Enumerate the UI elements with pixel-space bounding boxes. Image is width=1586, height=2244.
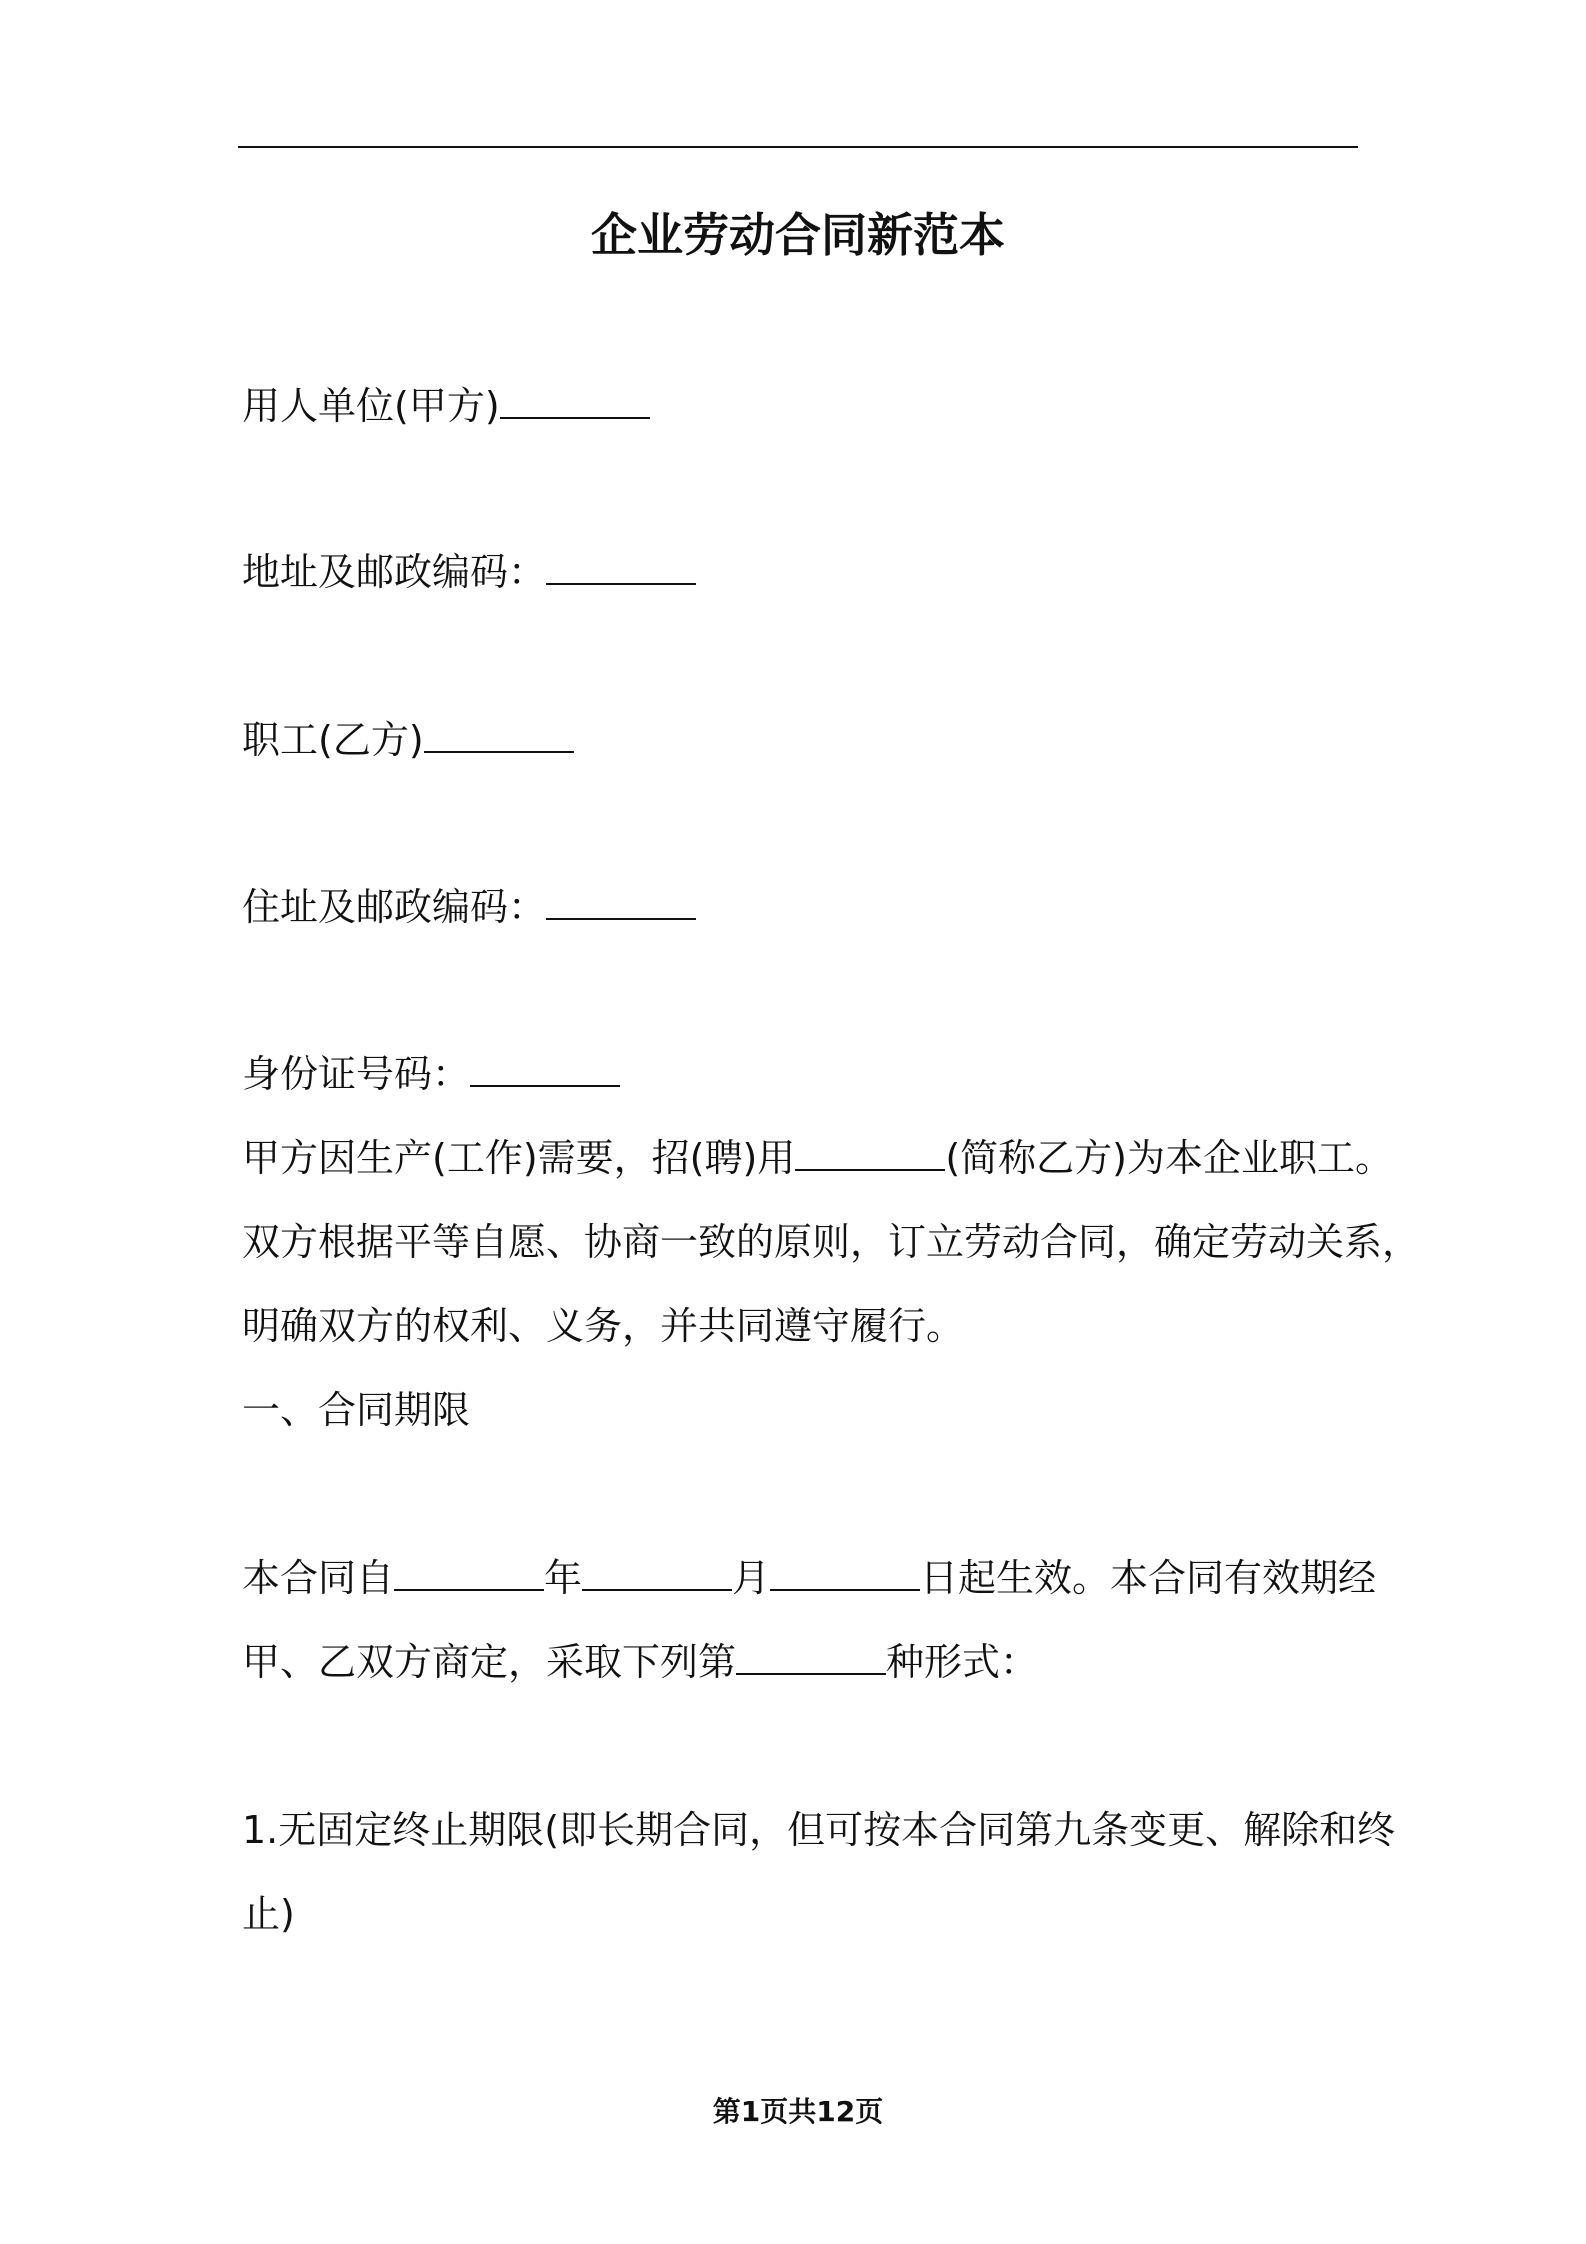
id-number-blank xyxy=(470,1051,620,1087)
month-blank xyxy=(582,1555,732,1591)
term-line-1-b: 日起生效。本合同有效期经 xyxy=(920,1556,1377,1600)
term-line-1-a: 本合同自 xyxy=(242,1556,395,1600)
term-line-1 xyxy=(242,1554,1376,1602)
id-number-label: 身份证号码： xyxy=(242,1052,471,1096)
section-1-heading: 一、合同期限 xyxy=(242,1388,471,1432)
term-line-2-b: 种形式： xyxy=(886,1640,1039,1684)
term-item-1-line-2: 止) xyxy=(242,1892,295,1936)
document-title: 企业劳动合同新范本 xyxy=(591,208,1005,262)
intro-line-2: 双方根据平等自愿、协商一致的原则，订立劳动合同，确定劳动关系， xyxy=(242,1220,1421,1264)
term-item-1-line-1: 1.无固定终止期限(即长期合同，但可按本合同第九条变更、解除和终 xyxy=(242,1808,1396,1852)
year-label: 年 xyxy=(544,1556,583,1600)
employer-field xyxy=(242,382,650,430)
employee-address-label: 住址及邮政编码： xyxy=(242,885,547,929)
year-blank xyxy=(394,1555,544,1591)
intro-line-1-b: (简称乙方)为本企业职工。 xyxy=(945,1136,1393,1180)
page-footer: 第1页共12页 xyxy=(712,2095,884,2128)
employee-address-blank xyxy=(546,884,696,920)
employer-address-field xyxy=(242,548,696,596)
month-label: 月 xyxy=(732,1556,771,1600)
form-number-blank xyxy=(736,1639,886,1675)
intro-line-1 xyxy=(242,1134,1393,1182)
employee-name-blank xyxy=(795,1135,945,1171)
intro-line-1-a: 甲方因生产(工作)需要，招(聘)用 xyxy=(242,1136,796,1180)
term-line-2 xyxy=(242,1638,1038,1686)
employee-address-field xyxy=(242,883,696,931)
header-rule xyxy=(238,146,1358,148)
employee-field xyxy=(242,716,574,764)
day-blank xyxy=(770,1555,920,1591)
employer-blank xyxy=(500,383,650,419)
employee-blank xyxy=(424,717,574,753)
intro-line-3: 明确双方的权利、义务，并共同遵守履行。 xyxy=(242,1304,965,1348)
employer-address-blank xyxy=(546,549,696,585)
employer-label: 用人单位(甲方) xyxy=(242,384,500,428)
employer-address-label: 地址及邮政编码： xyxy=(242,550,547,594)
employee-label: 职工(乙方) xyxy=(242,718,424,762)
id-number-field xyxy=(242,1050,620,1098)
term-line-2-a: 甲、乙双方商定，采取下列第 xyxy=(242,1640,737,1684)
